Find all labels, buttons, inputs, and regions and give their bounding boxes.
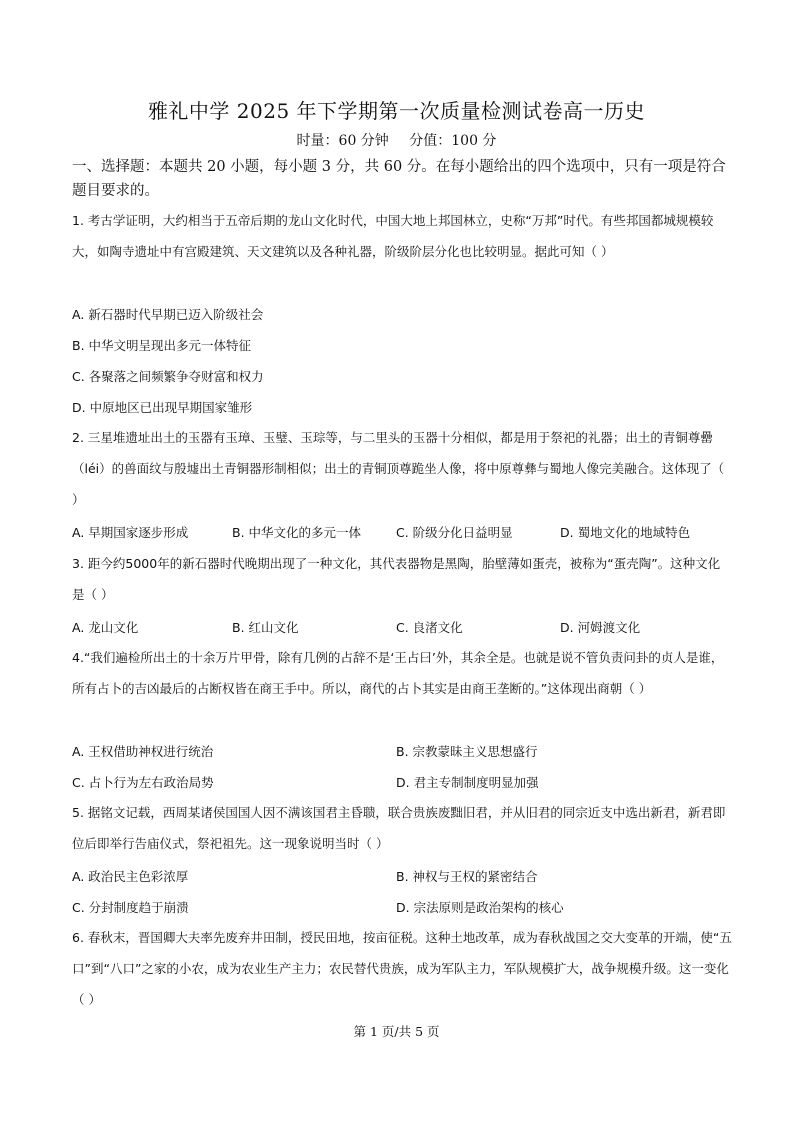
question-3-option-b: B. 红山文化 <box>232 620 299 635</box>
question-1-option-b: B. 中华文明呈现出多元一体特征 <box>72 338 252 353</box>
question-2-option-a: A. 早期国家逐步形成 <box>72 525 189 540</box>
section-instructions: 一、选择题：本题共 20 小题，每小题 3 分，共 60 分。在每小题给出的四个选项中，只有一项是符合题目要求的。 <box>72 159 726 199</box>
question-3-stem: 3. 距今约5000年的新石器时代晚期出现了一种文化，其代表器物是黑陶，胎壁薄如蛋壳，被称为“蛋壳陶”。这种文化是（ ） <box>72 556 721 602</box>
question-2-option-c: C. 阶级分化日益明显 <box>396 525 513 540</box>
question-1-option-a: A. 新石器时代早期已迈入阶级社会 <box>72 307 264 322</box>
exam-meta <box>0 130 793 150</box>
question-1-option-c: C. 各聚落之间频繁争夺财富和权力 <box>72 369 264 384</box>
question-4-option-c: C. 占卜行为左右政治局势 <box>72 775 214 790</box>
question-1-stem: 1. 考古学证明，大约相当于五帝后期的龙山文化时代，中国大地上邦国林立，史称“万邦”时代。有些邦国都城规模较大，如陶寺遗址中有宫殿建筑、天文建筑以及各种礼器，阶级阶层分化也比较明显。据此可知（ ） <box>72 213 714 259</box>
total-score: 分值：100 分 <box>409 133 497 149</box>
question-3-option-c: C. 良渚文化 <box>396 620 463 635</box>
question-2-stem: 2. 三星堆遗址出土的玉器有玉璋、玉璧、玉琮等，与二里头的玉器十分相似，都是用于祭祀的礼器；出土的青铜尊罍（léi）的兽面纹与殷墟出土青铜器形制相似；出土的青铜顶尊跪坐人像，将中原尊彝与蜀地人像完美融合。这体现了（ ） <box>72 430 725 507</box>
exam-title: 雅礼中学 2025 年下学期第一次质量检测试卷高一历史 <box>147 99 646 123</box>
question-4-option-b: B. 宗教蒙昧主义思想盛行 <box>396 744 538 759</box>
question-5-option-d: D. 宗法原则是政治架构的核心 <box>396 900 564 915</box>
question-3-option-a: A. 龙山文化 <box>72 620 139 635</box>
question-4-stem: 4.“我们遍检所出土的十余万片甲骨，除有几例的占辞不是‘王占曰’外，其余全是。也就是说不管负责问卦的贞人是谁，所有占卜的吉凶最后的占断权皆在商王手中。所以，商代的占卜其实是由商王垄断的。”这体现出商朝（ ） <box>72 650 724 696</box>
question-5-option-b: B. 神权与王权的紧密结合 <box>396 869 538 884</box>
question-2-option-d: D. 蜀地文化的地域特色 <box>560 525 691 540</box>
question-4-option-a: A. 王权借助神权进行统治 <box>72 744 214 759</box>
question-1-option-d: D. 中原地区已出现早期国家雏形 <box>72 400 253 415</box>
question-4-option-d: D. 君主专制制度明显加强 <box>396 775 539 790</box>
time-limit: 时量：60 分钟 <box>296 133 389 149</box>
question-6-stem: 6. 春秋末，晋国卿大夫率先废弃井田制，授民田地，按亩征税。这种土地改革，成为春秋战国之交大变革的开端，使“五口”到“八口”之家的小农，成为农业生产主力；农民替代贵族，成为军队主力，军队规模扩大，战争规模升级。这一变化（ ） <box>72 930 732 1007</box>
question-3-option-d: D. 河姆渡文化 <box>560 620 641 635</box>
question-5-stem: 5. 据铭文记载，西周某诸侯国国人因不满该国君主昏聩，联合贵族废黜旧君，并从旧君的同宗近支中选出新君，新君即位后即举行告庙仪式，祭祀祖先。这一现象说明当时（ ） <box>72 805 726 851</box>
question-5-option-c: C. 分封制度趋于崩溃 <box>72 900 189 915</box>
page-footer: 第 1 页/共 5 页 <box>353 1024 440 1039</box>
question-5-option-a: A. 政治民主色彩浓厚 <box>72 869 189 884</box>
question-2-option-b: B. 中华文化的多元一体 <box>232 525 362 540</box>
